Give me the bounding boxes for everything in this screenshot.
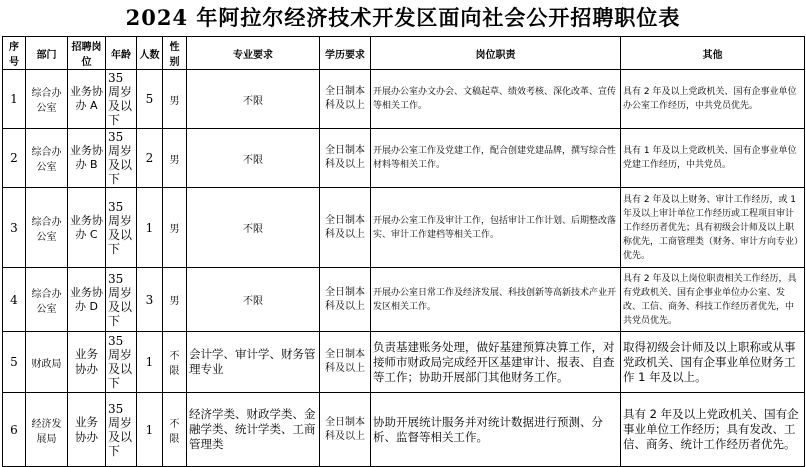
cell-duty: 开展办公室工作及党建工作，配合创建党建品牌，撰写综合性材料等相关工作。: [371, 129, 621, 188]
cell-count: 1: [137, 393, 163, 467]
header-other: 其他: [621, 37, 805, 70]
cell-age: 35 周岁及以下: [106, 393, 137, 467]
header-gender: 性别: [163, 37, 187, 70]
cell-age: 35 周岁及以下: [106, 268, 137, 332]
cell-post: 业务协办 D: [68, 268, 106, 332]
cell-age: 35 周岁及以下: [106, 129, 137, 188]
table-row: [3, 393, 805, 467]
cell-no: 5: [3, 332, 26, 393]
cell-major: 会计学、审计学、财务管理专业: [187, 332, 320, 393]
cell-other: 具有 2 年及以上党政机关、国有企事业单位办公室工作经历，中共党员优先。: [621, 70, 805, 129]
cell-age: 35 周岁及以下: [106, 332, 137, 393]
cell-post: 业务协办 B: [68, 129, 106, 188]
cell-dept: 综合办公室: [26, 129, 68, 188]
header-post: 招聘岗位: [68, 37, 106, 70]
header-dept: 部门: [26, 37, 68, 70]
cell-gender: 男: [163, 129, 187, 188]
cell-other: 具有 1 年及以上党政机关、国有企事业单位党建工作经历，中共党员。: [621, 129, 805, 188]
cell-edu: 全日制本科及以上: [320, 393, 371, 467]
header-edu: 学历要求: [320, 37, 371, 70]
cell-gender: 不限: [163, 332, 187, 393]
cell-other: 具有 2 年及以上党政机关、国有企事业单位工作经历；具有发改、工信、商务、统计工作经历者优先。: [621, 393, 805, 467]
cell-duty: 开展办公室日常工作及经济发展、科技创新等高新技术产业开发区相关工作。: [371, 268, 621, 332]
cell-gender: 不限: [163, 393, 187, 467]
cell-duty: 负责基建账务处理，做好基建预算决算工作，对接师市财政局完成经开区基建审计、报表、自查等工作；协助开展部门其他财务工作。: [371, 332, 621, 393]
cell-count: 3: [137, 268, 163, 332]
cell-count: 5: [137, 70, 163, 129]
cell-dept: 综合办公室: [26, 188, 68, 268]
table-header-row: [3, 37, 805, 70]
cell-duty: 协助开展统计服务并对统计数据进行预测、分析、监督等相关工作。: [371, 393, 621, 467]
cell-no: 1: [3, 70, 26, 129]
cell-gender: 男: [163, 268, 187, 332]
table-row: [3, 188, 805, 268]
cell-post: 业务协办: [68, 332, 106, 393]
header-major: 专业要求: [187, 37, 320, 70]
recruitment-table: [2, 36, 805, 467]
cell-gender: 男: [163, 70, 187, 129]
cell-dept: 综合办公室: [26, 70, 68, 129]
cell-major: 经济学类、财政学类、金融学类、统计学类、工商管理类: [187, 393, 320, 467]
cell-edu: 全日制本科及以上: [320, 129, 371, 188]
cell-major: 不限: [187, 129, 320, 188]
cell-edu: 全日制本科及以上: [320, 268, 371, 332]
cell-edu: 全日制本科及以上: [320, 70, 371, 129]
cell-no: 6: [3, 393, 26, 467]
cell-no: 2: [3, 129, 26, 188]
header-age: 年龄: [106, 37, 137, 70]
cell-count: 1: [137, 188, 163, 268]
page-title: 2024 年阿拉尔经济技术开发区面向社会公开招聘职位表: [125, 5, 681, 30]
table-row: [3, 332, 805, 393]
cell-major: 不限: [187, 70, 320, 129]
header-count: 人数: [137, 37, 163, 70]
cell-other: 具有 2 年及以上岗位职责相关工作经历，具有党政机关、国有企事业单位办公室、发改、工信、商务、科技工作经历者优先，中共党员优先。: [621, 268, 805, 332]
cell-no: 3: [3, 188, 26, 268]
cell-count: 2: [137, 129, 163, 188]
cell-no: 4: [3, 268, 26, 332]
cell-post: 业务协办 C: [68, 188, 106, 268]
table-row: [3, 129, 805, 188]
cell-post: 业务协办: [68, 393, 106, 467]
header-no: 序号: [3, 37, 26, 70]
cell-duty: 开展办公室工作及审计工作，包括审计工作计划、后期整改落实、审计工作建档等相关工作。: [371, 188, 621, 268]
cell-other: 取得初级会计师及以上职称或从事党政机关、国有企事业单位财务工作 1 年及以上。: [621, 332, 805, 393]
cell-age: 35 周岁及以下: [106, 188, 137, 268]
cell-edu: 全日制本科及以上: [320, 332, 371, 393]
cell-dept: 综合办公室: [26, 268, 68, 332]
cell-gender: 男: [163, 188, 187, 268]
table-row: [3, 70, 805, 129]
cell-dept: 经济发展局: [26, 393, 68, 467]
cell-post: 业务协办 A: [68, 70, 106, 129]
cell-duty: 开展办公室办文办会、文稿起草、绩效考核、深化改革、宣传等相关工作。: [371, 70, 621, 129]
cell-other: 具有 2 年及以上财务、审计工作经历，或 1 年及以上审计单位工作经历或工程项目审计工作经历者优先；具有初级会计师及以上职称优先，工商管理类（财务、审计方向专业）优先。: [621, 188, 805, 268]
cell-age: 35 周岁及以下: [106, 70, 137, 129]
table-row: [3, 268, 805, 332]
cell-major: 不限: [187, 268, 320, 332]
cell-count: 1: [137, 332, 163, 393]
cell-dept: 财政局: [26, 332, 68, 393]
header-duty: 岗位职责: [371, 37, 621, 70]
cell-major: 不限: [187, 188, 320, 268]
cell-edu: 全日制本科及以上: [320, 188, 371, 268]
